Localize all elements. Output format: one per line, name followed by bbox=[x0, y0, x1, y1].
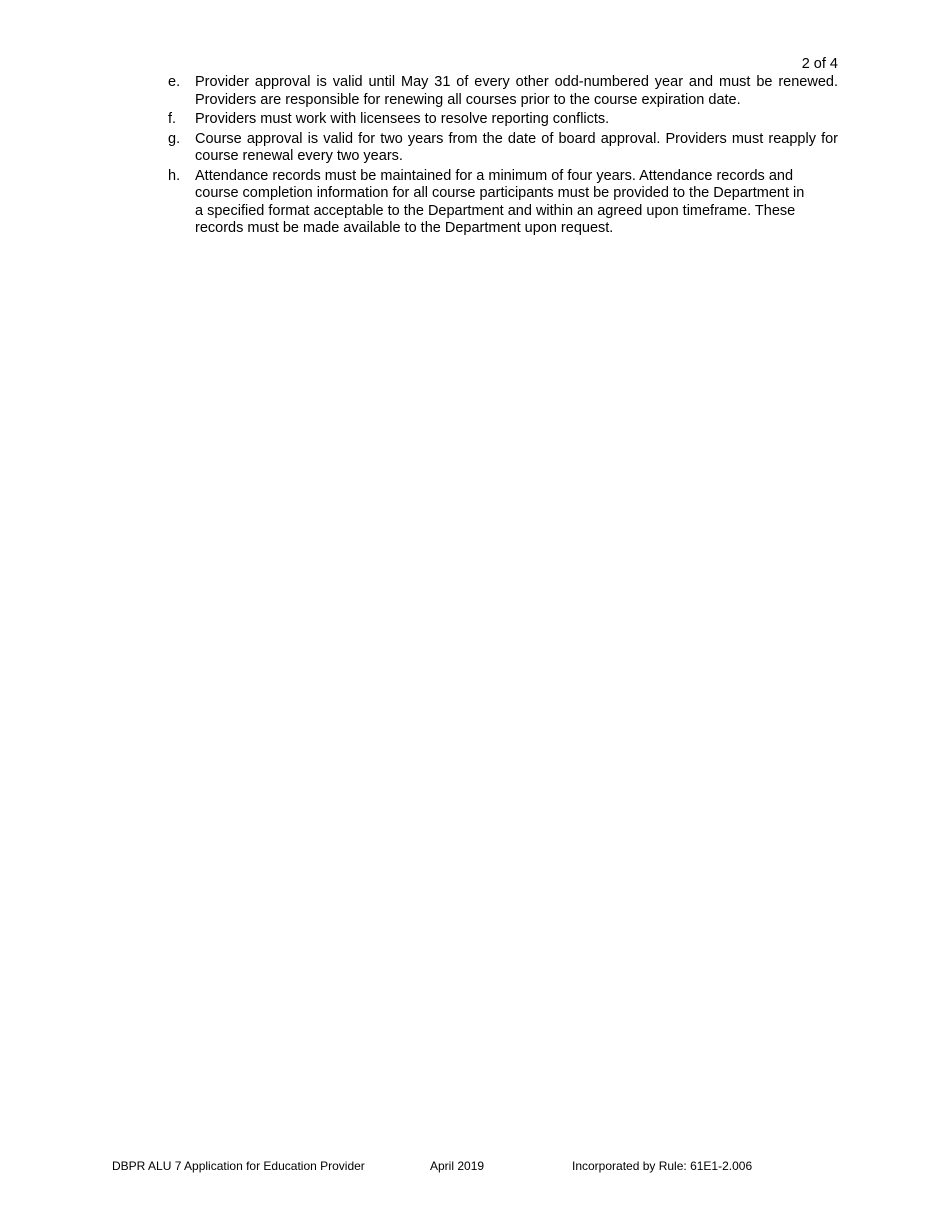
footer-rule: Incorporated by Rule: 61E1-2.006 bbox=[572, 1159, 753, 1173]
footer-form-name: DBPR ALU 7 Application for Education Provider bbox=[112, 1159, 365, 1173]
list-marker: f. bbox=[168, 111, 177, 127]
list-marker: e. bbox=[168, 74, 181, 90]
list-marker: h. bbox=[168, 167, 181, 184]
list-item-f bbox=[168, 111, 838, 129]
requirements-list bbox=[168, 74, 838, 240]
list-item-g bbox=[168, 131, 838, 166]
list-item-h bbox=[168, 168, 838, 238]
list-item-text: Attendance records must be maintained for a minimum of four years. Attendance records and course completion information for all course participants must be provided to the Department in a specified format acceptable to the Department and within an agreed upon timeframe. These records must be made available to the Department upon request. bbox=[195, 167, 805, 236]
list-item-text: Provider approval is valid until May 31 of every other odd-numbered year and must be renewed. Providers are responsible for renewing all courses prior to the course expiration date. bbox=[195, 74, 838, 108]
list-item-text: Course approval is valid for two years from the date of board approval. Providers must reapply for course renewal every two years. bbox=[195, 130, 838, 164]
list-item-text: Providers must work with licensees to resolve reporting conflicts. bbox=[195, 111, 610, 127]
page-number: 2 of 4 bbox=[801, 56, 838, 72]
list-item-e bbox=[168, 74, 838, 109]
list-marker: g. bbox=[168, 130, 181, 147]
footer-date: April 2019 bbox=[430, 1159, 485, 1173]
